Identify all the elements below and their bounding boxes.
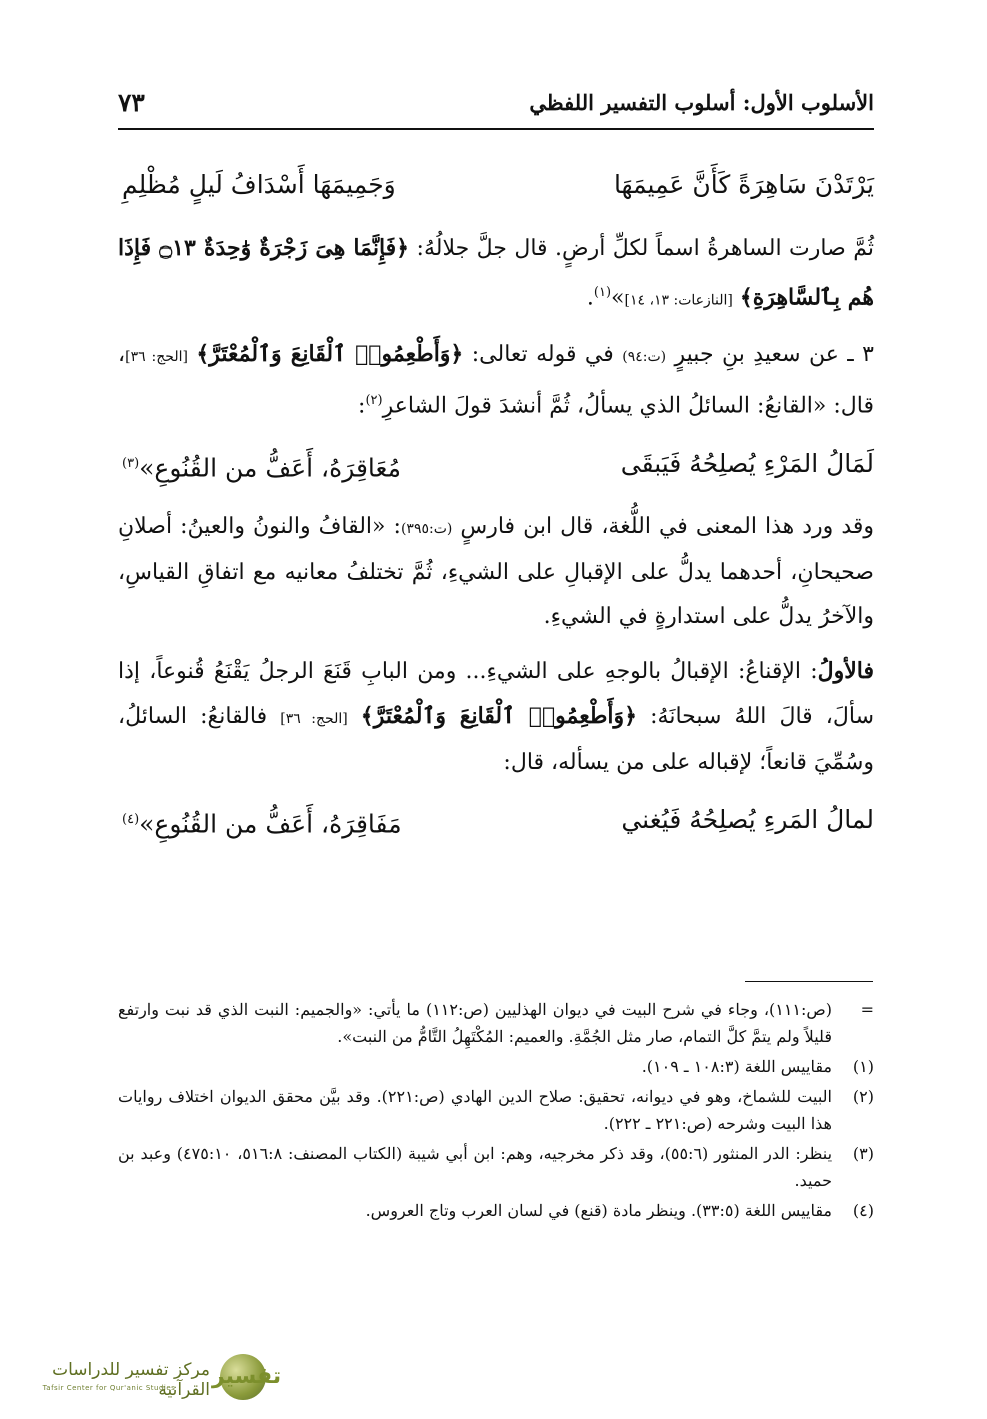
- surah-reference: [النازعات: ١٣، ١٤]: [624, 292, 733, 309]
- footnote-marker[interactable]: (٣): [122, 455, 140, 471]
- logo-emblem-word: تفسير: [212, 1364, 282, 1389]
- paragraph-ibn-faris: [118, 505, 874, 639]
- paragraph-text: : «القافُ والنونُ والعينُ: أصلانِ صحيحانِ، أحدهما يدلُّ على الإقبالِ على الشيءِ، ثُمَّ تختلفُ معانيه مع اتفاقِ القياسِ، والآخرُ يدلُّ على استدارةٍ في الشيءِ.: [118, 513, 874, 629]
- poetry-verse-1: [118, 160, 874, 226]
- paragraph-text: ثُمَّ صارت الساهرةُ اسماً لكلِّ أرضٍ. قال جلَّ جلالُهُ:: [409, 236, 874, 261]
- paragraph-text: ، قال: «القانعُ: السائلُ الذي يسألُ، ثُمَّ أنشدَ قولَ الشاعرِ: [118, 342, 874, 419]
- quran-quote: ﴿وَأَطْعِمُوا۟ ٱلْقَانِعَ وَٱلْمُعْتَرَّ﴾: [196, 341, 464, 368]
- verse-hemistich-first: يَرْتَدْنَ سَاهِرَةً كَأَنَّ عَمِيمَهَا: [613, 170, 874, 199]
- logo-brand-arabic: مركز تفسير للدراسات القرآنية: [52, 1360, 210, 1400]
- paragraph-end: .: [586, 285, 594, 311]
- footnote-separator: [745, 981, 873, 982]
- page-number: ٧٣: [118, 88, 145, 117]
- footnote-text: مقاييس اللغة (١٠٨:٣ ـ ١٠٩).: [641, 1057, 832, 1076]
- death-date: (ت:٣٩٥): [400, 520, 453, 537]
- paragraph-said-ibn-jubayr: [118, 332, 874, 428]
- footnote-number: (٤): [852, 1201, 874, 1220]
- surah-reference: [الحج: ٣٦]: [125, 349, 188, 366]
- verse-hemistich-second: وَجَمِيمَهَا أَسْدَافُ لَيلٍ مُظْلِمِ: [122, 170, 396, 199]
- verse-hemistich-first: لمالُ المَرءِ يُصلِحُهُ فَيُغني: [621, 804, 874, 834]
- paragraph-intro: وقد ورد هذا المعنى في اللُّغة، قال ابن فارسٍ: [452, 513, 875, 539]
- verse-text: مَفَاقِرَهُ، أَعَفُّ من القُنُوعِ»: [139, 808, 402, 838]
- footnote-4: [118, 1197, 874, 1224]
- footnote-number: (٣): [852, 1144, 874, 1163]
- paragraph-sahira: [118, 226, 874, 322]
- footnote-text: مقاييس اللغة (٣٣:٥). وينظر مادة (قنع) في لسان العرب وتاج العروس.: [365, 1201, 832, 1220]
- paragraph-first-meaning: [118, 649, 874, 785]
- footnote-marker[interactable]: (٤): [122, 811, 140, 827]
- footnote-number: (١): [852, 1057, 874, 1076]
- footnote-number: =: [860, 1000, 874, 1019]
- poetry-verse-3: [118, 795, 874, 861]
- footnote-text: ينظر: الدر المنثور (٥٥:٦)، وقد ذكر مخرجيه، وهم: ابن أبي شيبة (الكتاب المصنف: ٥١٦:٨، ٤٧٥:١٠) وعبد بن حميد.: [118, 1144, 833, 1190]
- footnote-1: [118, 1053, 874, 1080]
- running-header: [118, 88, 874, 130]
- footnote-marker[interactable]: (٢): [365, 393, 383, 409]
- publisher-logo: [0, 1350, 290, 1410]
- verse-hemistich-second: [118, 439, 401, 505]
- quote-close: »: [611, 285, 625, 311]
- paragraph-intro: ٣ ـ عن سعيدِ بنِ جبيرٍ: [666, 342, 874, 368]
- footnotes: [118, 996, 874, 1227]
- footnote-text: البيت للشماخ، وهو في ديوانه، تحقيق: صلاح الدين الهادي (ص:٢٢١). وقد بيَّن محقق الديوان اختلاف روايات هذا البيت وشرحه (ص:٢٢١ ـ ٢٢٢).: [118, 1087, 832, 1133]
- footnote-number: (٢): [852, 1087, 874, 1106]
- footnote-marker[interactable]: (١): [593, 285, 612, 300]
- header-title: الأسلوب الأول: أسلوب التفسير اللفظي: [529, 90, 874, 115]
- paragraph-text: في قوله تعالى:: [463, 342, 623, 368]
- surah-reference: [الحج: ٣٦]: [280, 710, 348, 727]
- paragraph-lead: فالأولُ: [817, 657, 874, 684]
- verse-hemistich-first: لَمَالُ المَرْءِ يُصلِحُهُ فَيَبقَى: [620, 448, 874, 478]
- main-text: [118, 160, 874, 861]
- death-date: (ت:٩٤): [622, 349, 667, 366]
- footnote-2: [118, 1083, 874, 1137]
- quran-quote: ﴿وَأَطْعِمُوا۟ ٱلْقَانِعَ وَٱلْمُعْتَرَّ﴾: [360, 702, 638, 729]
- verse-text: مُعَاقِرَهُ، أَعَفُّ من القُنُوعِ»: [139, 452, 402, 482]
- footnote-continued: [118, 996, 874, 1050]
- paragraph-text: : الإقناعُ: الإقبالُ بالوجهِ على الشيءِ... ومن البابِ قَنَعَ الرجلُ يَقْنَعُ قُنوعاً، إذا سألَ، قالَ اللهُ سبحانَهُ:: [118, 658, 875, 729]
- logo-brand-english: Tafsir Center for Qur'anic Studies: [42, 1384, 176, 1392]
- verse-hemistich-second: [118, 795, 402, 861]
- footnote-text: (ص:١١١)، وجاء في شرح البيت في ديوان الهذليين (ص:١١٢) ما يأتي: «والجميم: النبت الذي قد نبت وارتفع قليلاً ولم يتمَّ كلَّ التمام، صار مثل الجُمَّةِ. والعميم: المُكْتَهِلُ التَّامُّ من النبت».: [118, 1000, 832, 1046]
- paragraph-end: :: [358, 393, 366, 419]
- footnote-3: [118, 1140, 874, 1194]
- paragraph-text: فالقانعُ: السائلُ، وسُمِّيَ قانعاً؛ لإقباله على من يسأله، قال:: [118, 703, 874, 775]
- quran-quote: ﴿فَإِنَّمَا هِىَ زَجْرَةٌ وَٰحِدَةٌ ۝١٣ فَإِذَا هُم بِٱلسَّاهِرَةِ﴾: [118, 235, 874, 311]
- poetry-verse-2: [118, 439, 874, 505]
